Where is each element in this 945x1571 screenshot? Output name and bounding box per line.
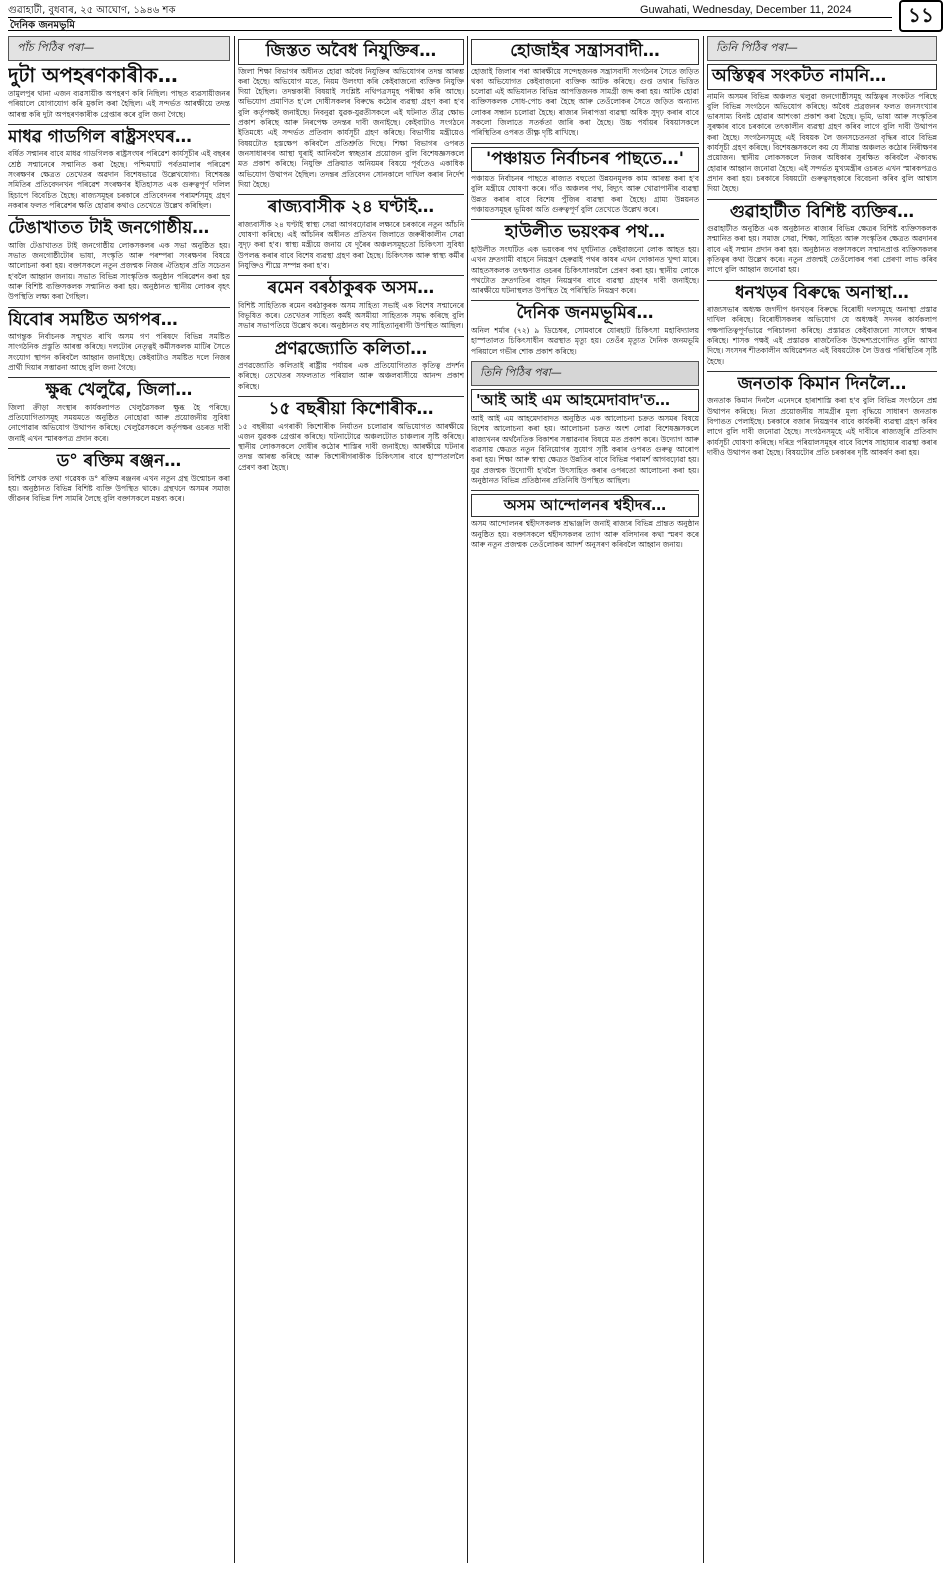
article-body: গুৱাহাটীত অনুষ্ঠিত এক অনুষ্ঠানত ৰাজ্যৰ বিভিন্ন ক্ষেত্ৰৰ বিশিষ্ট ব্যক্তিসকলক সন্মানিত কৰা হয়। সমাজ সেৱা, শিক্ষা, সাহিত্য আৰু সংস্কৃতিৰ ক্ষেত্ৰত অৱদানৰ বাবে এই সন্মান প্ৰদান কৰা হয়। অনুষ্ঠানত বক্তাসকলে সন্মানপ্ৰাপ্ত ব্যক্তিসকলৰ কৃতিত্বৰ কথা উল্লেখ কৰে। নতুন প্ৰজন্মই তেওঁলোকৰ পৰা প্ৰেৰণা লাভ কৰিব লাগে বুলি আহ্বান জনোৱা হয়।	[707, 224, 937, 275]
article-heading: জনতাক কিমান দিনলৈ…	[737, 373, 907, 394]
article-heading: 'পঞ্চায়ত নিৰ্বাচনৰ পাছতে…'	[471, 147, 699, 173]
divider	[707, 371, 937, 372]
dateline-english: Guwahati, Wednesday, December 11, 2024	[640, 4, 852, 16]
divider	[707, 280, 937, 281]
article-body: পঞ্চায়ত নিৰ্বাচনৰ পাছতে ৰাজ্যত বহুতো উন্নয়নমূলক কাম আৰম্ভ কৰা হ'ব বুলি মন্ত্ৰীয়ে ঘোষণা কৰে। গাঁও অঞ্চলৰ পথ, বিদ্যুৎ আৰু খোৱাপানীৰ ব্যৱস্থা উন্নত কৰাৰ বাবে বিশেষ পুঁজিৰ ব্যৱস্থা কৰা হৈছে। গ্ৰাম্য উন্নয়নত পঞ্চায়তসমূহৰ ভূমিকা অতি গুৰুত্বপূৰ্ণ বুলি তেখেতে উল্লেখ কৰে।	[471, 174, 699, 215]
article-heading: ড° ৰক্তিম ৰঞ্জন…	[56, 451, 182, 472]
article-body: জিলা ক্ৰীড়া সংস্থাৰ কাৰ্যকলাপত খেলুৱৈসকল ক্ষুব্ধ হৈ পৰিছে। প্ৰতিযোগিতাসমূহ সময়মতে অনুষ্ঠিত নোহোৱা আৰু প্ৰয়োজনীয় সুবিধা নোপোৱাৰ অভিযোগ উত্থাপন কৰিছে। খেলুৱৈসকলে কৰ্তৃপক্ষৰ ওচৰত দাবী জনাই এখন স্মাৰকপত্ৰ প্ৰদান কৰে।	[8, 402, 230, 443]
article-body: ১৫ বছৰীয়া এগৰাকী কিশোৰীক নিৰ্যাতন চলোৱাৰ অভিযোগত আৰক্ষীয়ে এজন যুৱকক গ্ৰেপ্তাৰ কৰিছে। ঘটনাটোৱে অঞ্চলটোত চাঞ্চল্যৰ সৃষ্টি কৰিছে। স্থানীয় লোকসকলে দোষীৰ কঠোৰ শাস্তিৰ দাবী জনাইছে। আৰক্ষীয়ে ঘটনাৰ তদন্ত আৰম্ভ কৰিছে আৰু কিশোৰীগৰাকীক চিকিৎসাৰ বাবে হাস্পতাললৈ প্ৰেৰণ কৰা হৈছে।	[238, 421, 464, 472]
page-number: ১১	[899, 0, 943, 32]
article-heading: ১৫ বছৰীয়া কিশোৰীক…	[268, 399, 434, 420]
article-body: আই আই এম আহমেদাবাদত অনুষ্ঠিত এক আলোচনা চক্ৰত অসমৰ বিষয়ে বিশেষ আলোচনা কৰা হয়। আলোচনা চক্ৰত অংশ লোৱা বিশেষজ্ঞসকলে ৰাজ্যখনৰ অৰ্থনৈতিক বিকাশৰ সম্ভাৱনাৰ বিষয়ে মত প্ৰকাশ কৰে। উদ্যোগ আৰু ব্যৱসায় ক্ষেত্ৰত নতুন বিনিয়োগৰ সুযোগ সৃষ্টি কৰাৰ ওপৰত গুৰুত্ব আৰোপ কৰা হয়। শিক্ষা আৰু স্বাস্থ্য ক্ষেত্ৰত উন্নতিৰ বাবে বিভিন্ন পৰামৰ্শ আগবঢ়োৱা হয়। যুৱ প্ৰজন্মক উদ্যোগী হ'বলৈ উৎসাহিত কৰাৰ ওপৰতো আলোচনা কৰা হয়। অনুষ্ঠানত বিভিন্ন প্ৰতিষ্ঠানৰ প্ৰতিনিধি উপস্থিত আছিল।	[471, 414, 699, 485]
article-heading: অসম আন্দোলনৰ শ্বহীদৰ…	[471, 494, 699, 517]
divider	[8, 448, 230, 449]
article-body: হাউলীত সংঘটিত এক ভয়ংকৰ পথ দুৰ্ঘটনাত কেইবাজনো লোক আহত হয়। এখন দ্ৰুতগামী বাহনে নিয়ন্ত্ৰণ হেৰুৱাই পথৰ কাষৰ এখন দোকানত খুন্দা মাৰে। আহতসকলক তৎক্ষণাত ওচৰৰ চিকিৎসালয়লৈ প্ৰেৰণ কৰা হয়। স্থানীয় লোকে পথটোত দ্ৰুতগতিৰ বাহন নিয়ন্ত্ৰণৰ বাবে ব্যৱস্থা গ্ৰহণৰ দাবী জনাইছে। আৰক্ষীয়ে ঘটনাস্থলত উপস্থিত হৈ পৰিস্থিতি নিয়ন্ত্ৰণ কৰে।	[471, 244, 699, 296]
column-divider	[467, 36, 468, 1563]
article-heading: জিস্তত অবৈধ নিযুক্তিৰ…	[238, 39, 464, 65]
brand-bar	[8, 17, 892, 31]
column-2	[238, 36, 464, 1563]
column-4	[707, 36, 937, 1563]
article-heading: ৰমেন বৰঠাকুৰক অসম…	[267, 278, 435, 299]
column-divider	[703, 36, 704, 1563]
article-body: আজি টেঙাখাতত টাই জনগোষ্ঠীয় লোকসকলৰ এক সভা অনুষ্ঠিত হয়। সভাত জনগোষ্ঠীটোৰ ভাষা, সংস্কৃতি আৰু পৰম্পৰা সংৰক্ষণৰ বিষয়ে আলোচনা কৰা হয়। বক্তাসকলে নতুন প্ৰজন্মক নিজৰ ঐতিহ্যৰ প্ৰতি সচেতন হ'বলৈ আহ্বান জনায়। সভাত বিভিন্ন সাংস্কৃতিক অনুষ্ঠান পৰিৱেশন কৰা হয় আৰু বিশিষ্ট ব্যক্তিসকলক সন্মানিত কৰা হয়। অনুষ্ঠানত স্থানীয় লোকৰ বৃহৎ উপস্থিতি লক্ষ্য কৰা গৈছিল।	[8, 240, 230, 302]
article-heading: হাউলীত ভয়ংকৰ পথ…	[504, 222, 666, 243]
article-heading: প্ৰণৱজ্যোতি কলিতা…	[274, 338, 428, 359]
article-heading: দুটা অপহৰণকাৰীক…	[8, 63, 178, 87]
article-body: জিলা শিক্ষা বিভাগৰ অধীনত হোৱা অবৈধ নিযুক্তিৰ অভিযোগৰ তদন্ত আৰম্ভ কৰা হৈছে। অভিযোগ মতে, নিয়ম উলংঘা কৰি কেইবাজনো ব্যক্তিক নিযুক্তি দিয়া হৈছিল। তদন্তকাৰী বিষয়াই সংশ্লিষ্ট নথিপত্ৰসমূহ পৰীক্ষা কৰি আছে। অভিযোগ প্ৰমাণিত হ'লে দোষীসকলৰ বিৰুদ্ধে কঠোৰ ব্যৱস্থা গ্ৰহণ কৰা হ'ব বুলি কৰ্তৃপক্ষই জনাইছে। নিবনুৱা যুৱক-যুৱতীসকলে এই ঘটনাত তীব্ৰ ক্ষোভ প্ৰকাশ কৰিছে আৰু নিৰপেক্ষ তদন্তৰ দাবী জনাইছে। কেইবাটাও সংগঠনে ইতিমধ্যে এই সন্দৰ্ভত প্ৰতিবাদ কাৰ্যসূচী গ্ৰহণ কৰিছে। বিভাগীয় মন্ত্ৰীয়েও বিষয়টোত হস্তক্ষেপ কৰিবলৈ প্ৰতিশ্ৰুতি দিছে। শিক্ষা বিভাগৰ ওপৰত জনসাধাৰণৰ আস্থা ঘূৰাই আনিবলৈ স্বচ্ছতাৰ প্ৰয়োজন বুলি বিশেষজ্ঞসকলে মত প্ৰকাশ কৰিছে। নিযুক্তি প্ৰক্ৰিয়াত অনিয়মৰ বিষয়ে পূৰ্বতেও একাধিক অভিযোগ উত্থাপন হৈছিল। তদন্তৰ প্ৰতিবেদন সোনকালে দাখিল কৰাৰ নিৰ্দেশ দিয়া হৈছে।	[238, 66, 464, 189]
column-1	[8, 36, 230, 1563]
article-heading: হোজাইৰ সন্ত্ৰাসবাদী…	[471, 39, 699, 65]
article-heading: 'আই আই এম আহমেদাবাদ'ত…	[471, 389, 699, 412]
article-heading: ধনখড়ৰ বিৰুদ্ধে অনাস্থা…	[735, 282, 909, 303]
article-body: বিশিষ্ট লেখক তথা গৱেষক ড° ৰক্তিম ৰঞ্জনৰ এখন নতুন গ্ৰন্থ উন্মোচন কৰা হয়। অনুষ্ঠানত বিভিন্ন বিশিষ্ট ব্যক্তি উপস্থিত থাকে। গ্ৰন্থখনে অসমৰ সমাজ জীৱনৰ বিভিন্ন দিশ সামৰি লৈছে বুলি বক্তাসকলে মন্তব্য কৰে।	[8, 473, 230, 504]
article-heading: অস্তিত্বৰ সংকটত নামনি…	[707, 64, 937, 90]
article-body: তামুলপুৰ থানা এজন ব্যৱসায়ীক অপহৰণ কৰি নিছিল। পাছত ব্যৱসায়ীজনৰ পৰিয়ালে যোগাযোগ কৰি মুকলি কৰা হৈছিল। এই সন্দৰ্ভত আৰক্ষীয়ে তদন্ত আৰম্ভ কৰি দুটা অপহৰণকাৰীক গ্ৰেপ্তাৰ কৰে বুলি জনা গৈছে।	[8, 89, 230, 119]
article-heading: ক্ষুব্ধ খেলুৱৈ, জিলা…	[45, 380, 193, 401]
divider	[471, 143, 699, 144]
column-3	[471, 36, 699, 1563]
article-body: বিশিষ্ট সাহিত্যিক ৰমেন বৰঠাকুৰক অসম সাহিত্য সভাই এক বিশেষ সন্মানেৰে বিভূষিত কৰে। তেখেতৰ সাহিত্য কৰ্মই অসমীয়া সাহিত্যক সমৃদ্ধ কৰিছে বুলি সভাৰ সভাপতিয়ে উল্লেখ কৰে। অনুষ্ঠানত বহু সাহিত্যানুৰাগী উপস্থিত আছিল।	[238, 300, 464, 331]
article-body: নামনি অসমৰ বিভিন্ন অঞ্চলত থলুৱা জনগোষ্ঠীসমূহ অস্তিত্বৰ সংকটত পৰিছে বুলি বিভিন্ন সংগঠনে অভিযোগ কৰিছে। অবৈধ প্ৰব্ৰজনৰ ফলত জনসংখ্যাৰ ভাৰসাম্য বিনষ্ট হোৱাৰ আশংকা প্ৰকাশ কৰা হৈছে। ভূমি, ভাষা আৰু সংস্কৃতিৰ সুৰক্ষাৰ বাবে চৰকাৰে তৎকালীন ব্যৱস্থা গ্ৰহণ কৰিব লাগে বুলি দাবী উত্থাপন কৰা হৈছে। সংগঠনসমূহে এই বিষয়ক লৈ জনসচেতনতা বৃদ্ধিৰ বাবে বিভিন্ন কাৰ্যসূচী গ্ৰহণ কৰিছে। বিশেষজ্ঞসকলে কয় যে সীমান্ত অঞ্চলত কঠোৰ নিৰীক্ষণৰ প্ৰয়োজন। স্থানীয় লোকসকলে নিজৰ অধিকাৰ সুৰক্ষিত কৰিবলৈ ঐক্যবদ্ধ হোৱাৰ আহ্বান জনোৱা হৈছে। এই সন্দৰ্ভত মুখ্যমন্ত্ৰীৰ ওচৰত এখন স্মাৰকপত্ৰও প্ৰদান কৰা হয়। চৰকাৰে বিষয়টো গুৰুত্বসহকাৰে বিবেচনা কৰিব বুলি আশ্বাস দিয়া হৈছে।	[707, 91, 937, 194]
article-heading: টেঙাখাতত টাই জনগোষ্ঠীয়…	[8, 218, 210, 239]
divider	[8, 377, 230, 378]
divider	[8, 215, 230, 216]
article-body: অসম আন্দোলনৰ শ্বহীদসকলক শ্ৰদ্ধাঞ্জলি জনাই ৰাজ্যৰ বিভিন্ন প্ৰান্তত অনুষ্ঠান অনুষ্ঠিত হয়। বক্তাসকলে শ্বহীদসকলৰ ত্যাগ আৰু বলিদানৰ কথা স্মৰণ কৰে আৰু নতুন প্ৰজন্মক তেওঁলোকৰ আদৰ্শ অনুসৰণ কৰিবলৈ আহ্বান জনায়।	[471, 519, 699, 549]
divider	[707, 199, 937, 200]
continued-from-page-3-tab: তিনি পিঠিৰ পৰা—	[471, 361, 699, 386]
divider	[471, 300, 699, 301]
column-divider	[234, 36, 235, 1563]
divider	[8, 124, 230, 125]
divider	[471, 490, 699, 491]
article-body: প্ৰণৱজ্যোতি কলিতাই ৰাষ্ট্ৰীয় পৰ্যায়ৰ এক প্ৰতিযোগিতাত কৃতিত্ব প্ৰদৰ্শন কৰিছে। তেখেতৰ সফলতাত পৰিয়াল আৰু অঞ্চলবাসীয়ে আনন্দ প্ৰকাশ কৰিছে।	[238, 361, 464, 391]
article-heading: যিবোৰ সমষ্টিত অগপৰ…	[8, 309, 178, 330]
article-heading: গুৱাহাটীত বিশিষ্ট ব্যক্তিৰ…	[729, 201, 915, 222]
divider	[238, 336, 464, 337]
divider	[8, 307, 230, 308]
masthead	[0, 0, 945, 36]
article-body: ৰাজ্যসভাৰ অধ্যক্ষ জগদীপ ধনখড়ৰ বিৰুদ্ধে বিৰোধী দলসমূহে অনাস্থা প্ৰস্তাৱ দাখিল কৰিছে। বিৰোধীসকলৰ অভিযোগ যে অধ্যক্ষই সদনৰ কাৰ্যকলাপ পক্ষপাতিত্বপূৰ্ণভাৱে পৰিচালনা কৰিছে। প্ৰস্তাৱত কেইবাজনো সাংসদে স্বাক্ষৰ কৰিছে। শাসক পক্ষই এই প্ৰস্তাৱক ৰাজনৈতিক উদ্দেশ্যপ্ৰণোদিত বুলি আখ্যা দিছে। সংসদৰ শীতকালীন অধিৱেশনত এই বিষয়টোক লৈ উত্তপ্ত পৰিস্থিতিৰ সৃষ্টি হৈছে।	[707, 305, 937, 366]
article-heading: মাধৱ গাডগিল ৰাষ্ট্ৰসংঘৰ…	[8, 126, 192, 147]
continued-from-page-5-tab: পাঁচ পিঠিৰ পৰা—	[8, 36, 230, 61]
article-heading: দৈনিক জনমভূমিৰ…	[516, 303, 654, 324]
article-heading: ৰাজ্যবাসীক ২৪ ঘণ্টাই…	[267, 197, 435, 218]
article-body: আগন্তুক নিৰ্বাচনক সন্মুখত ৰাখি অসম গণ পৰিষদে বিভিন্ন সমষ্টিত সাংগঠনিক প্ৰস্তুতি আৰম্ভ কৰিছে। দলটোৰ নেতৃত্বই কৰ্মীসকলক মাটিৰ সৈতে সংযোগ স্থাপন কৰিবলৈ আহ্বান জনাইছে। কেইবাটাও সমষ্টিত দলে নিজৰ প্ৰাৰ্থী দিয়াৰ সম্ভাৱনা আছে বুলি জনা গৈছে।	[8, 332, 230, 372]
article-body: অনিল শৰ্মাৰ (৭২) ৯ ডিচেম্বৰ, সোমবাৰে যোৰহাট চিকিৎসা মহাবিদ্যালয় হাস্পতালত চিকিৎসাধীন অৱস্থাত মৃত্যু হয়। তেওঁৰ মৃত্যুত দৈনিক জনমভূমি পৰিয়ালে গভীৰ শোক প্ৰকাশ কৰিছে।	[471, 325, 699, 356]
divider	[471, 219, 699, 220]
article-body: জনতাক কিমান দিনলৈ এনেদৰে হাৰাশাস্তি কৰা হ'ব বুলি বিভিন্ন সংগঠনে প্ৰশ্ন উত্থাপন কৰিছে। নিত্য প্ৰয়োজনীয় সামগ্ৰীৰ মূল্য বৃদ্ধিয়ে সাধাৰণ জনতাক বিপাঙত পেলাইছে। চৰকাৰে বজাৰ নিয়ন্ত্ৰণৰ বাবে কাৰ্যকৰী ব্যৱস্থা গ্ৰহণ কৰিব লাগে বুলি দাবী জনোৱা হৈছে। সংগঠনসমূহে এই দাবীৰে ৰাজ্যজুৰি প্ৰতিবাদ কাৰ্যসূচী ঘোষণা কৰিছে। দৰিদ্ৰ পৰিয়ালসমূহৰ বাবে বিশেষ সাহায্যৰ ব্যৱস্থা কৰাৰ দাবীও উত্থাপন কৰা হৈছে। বিষয়টোৰ প্ৰতি চৰকাৰৰ দৃষ্টি আকৰ্ষণ কৰা হয়।	[707, 396, 937, 457]
article-body: ৰাজ্যবাসীক ২৪ ঘণ্টাই স্বাস্থ্য সেৱা আগবঢ়োৱাৰ লক্ষ্যৰে চৰকাৰে নতুন আঁচনি ঘোষণা কৰিছে। এই আঁচনিৰ অধীনত প্ৰতিখন জিলাতে জৰুৰীকালীন সেৱা সুদৃঢ় কৰা হ'ব। স্বাস্থ্য মন্ত্ৰীয়ে জনায় যে দূৰৈৰ অঞ্চলসমূহতো চিকিৎসা সুবিধা উপলব্ধ কৰাৰ বাবে বিশেষ ব্যৱস্থা গ্ৰহণ কৰা হৈছে। চিকিৎসক আৰু স্বাস্থ্য কৰ্মীৰ নিযুক্তিও শীঘ্ৰে সম্পন্ন কৰা হ'ব।	[238, 219, 464, 270]
article-body: হোজাই জিলাৰ পৰা আৰক্ষীয়ে সন্দেহজনক সন্ত্ৰাসবাদী সংগঠনৰ সৈতে জড়িত থকা অভিযোগত কেইবাজনো ব্যক্তিক আটক কৰিছে। গুপ্ত তথ্যৰ ভিত্তিত চলোৱা এই অভিযানত বিভিন্ন আপত্তিজনক সামগ্ৰী জব্দ কৰা হয়। আটক হোৱা ব্যক্তিসকলক সোধ-পোচ কৰা হৈছে আৰু তেওঁলোকৰ সৈতে জড়িত অন্যান্য লোকৰ সন্ধান চলোৱা হৈছে। ৰাজ্যৰ নিৰাপত্তা ব্যৱস্থা অধিক সুদৃঢ় কৰাৰ বাবে সকলো জিলাতে সতৰ্কতা জাৰি কৰা হৈছে। উচ্চ পৰ্যায়ৰ বিষয়াসকলে পৰিস্থিতিৰ ওপৰত তীক্ষ্ণ দৃষ্টি ৰাখিছে।	[471, 66, 699, 138]
dateline-assamese: গুৱাহাটী, বুধবাৰ, ২৫ আঘোণ, ১৯৪৬ শক	[8, 5, 176, 16]
article-body: বৰ্ষিত সন্মানৰ বাবে মাধৱ গাডগিলক ৰাষ্ট্ৰসংঘৰ পৰিৱেশ কাৰ্যসূচীৰ এই বছৰৰ শ্ৰেষ্ঠ সন্মানেৰে সন্মানিত কৰা হৈছে। পশ্চিমঘাট পৰ্বতমালাৰ পৰিৱেশ সংৰক্ষণৰ ক্ষেত্ৰত তেখেতৰ অৱদান বিশেষভাৱে উল্লেখযোগ্য। বিশেষজ্ঞ সমিতিৰ প্ৰতিবেদনখন পৰিৱেশ সংৰক্ষণৰ ইতিহাসত এক গুৰুত্বপূৰ্ণ দলিল হিচাপে বিবেচিত হৈছে। ৰাজ্যসমূহৰ চৰকাৰে প্ৰতিবেদনৰ পৰামৰ্শসমূহ গ্ৰহণ নকৰাৰ ফলত পৰিৱেশৰ ক্ষতি হোৱাৰ কথাও তেখেতে উল্লেখ কৰিছিল।	[8, 149, 230, 210]
divider	[238, 396, 464, 397]
newspaper-brand: দৈনিক জনমভূমি	[10, 20, 75, 31]
divider	[238, 194, 464, 195]
continued-from-page-3-tab: তিনি পিঠিৰ পৰা—	[707, 36, 937, 61]
divider	[238, 275, 464, 276]
